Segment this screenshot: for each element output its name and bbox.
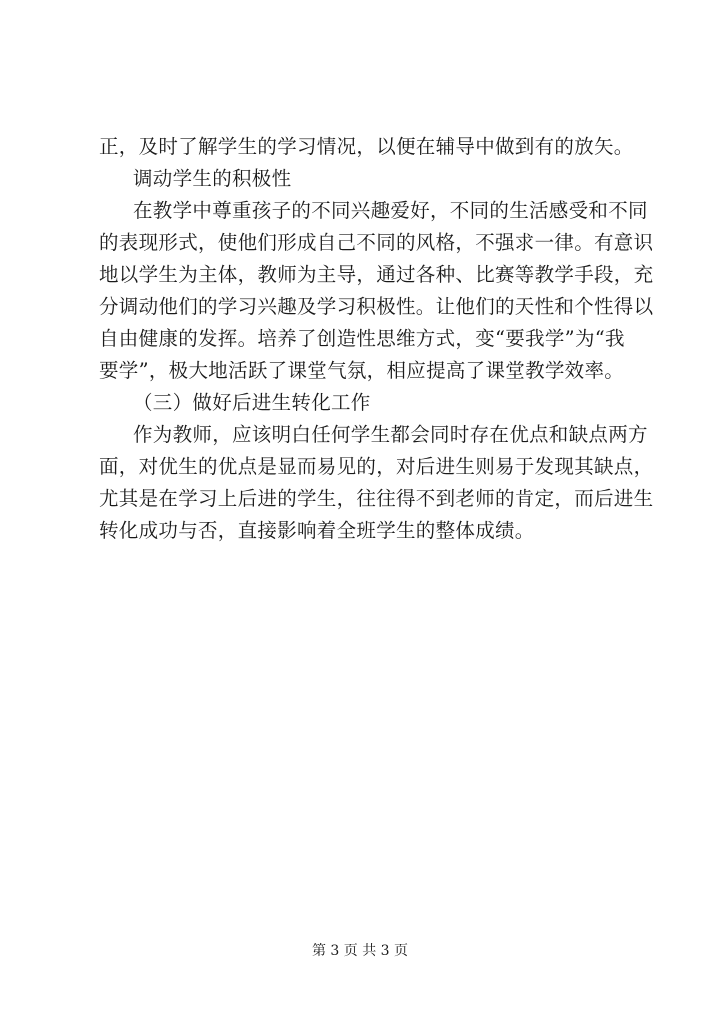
document-body <box>99 131 654 547</box>
section-heading: 调动学生的积极性 <box>133 167 292 190</box>
paragraph-line: 自由健康的发挥。培养了创造性思维方式，变“要我学”为“我 <box>99 327 625 350</box>
paragraph-line: 尤其是在学习上后进的学生，往往得不到老师的肯定，而后进生 <box>99 487 654 510</box>
page-footer <box>0 942 720 960</box>
page-number-label: 第 3 页 共 3 页 <box>311 943 409 959</box>
paragraph-line: 正，及时了解学生的学习情况，以便在辅导中做到有的放矢。 <box>99 135 634 158</box>
paragraph-line: 地以学生为主体，教师为主导，通过各种、比赛等教学手段，充 <box>99 263 654 286</box>
paragraph-line: 在教学中尊重孩子的不同兴趣爱好，不同的生活感受和不同 <box>133 199 648 222</box>
paragraph-line: 分调动他们的学习兴趣及学习积极性。让他们的天性和个性得以 <box>99 295 654 318</box>
paragraph-line: 转化成功与否，直接影响着全班学生的整体成绩。 <box>99 519 535 542</box>
paragraph-line: 作为教师，应该明白任何学生都会同时存在优点和缺点两方 <box>133 423 648 446</box>
paragraph-line: 面，对优生的优点是显而易见的，对后进生则易于发现其缺点， <box>99 455 654 478</box>
section-heading: （三）做好后进生转化工作 <box>133 391 371 414</box>
paragraph-line: 要学”，极大地活跃了课堂气氛，相应提高了课堂教学效率。 <box>99 359 625 382</box>
paragraph-line: 的表现形式，使他们形成自己不同的风格，不强求一律。有意识 <box>99 231 654 254</box>
